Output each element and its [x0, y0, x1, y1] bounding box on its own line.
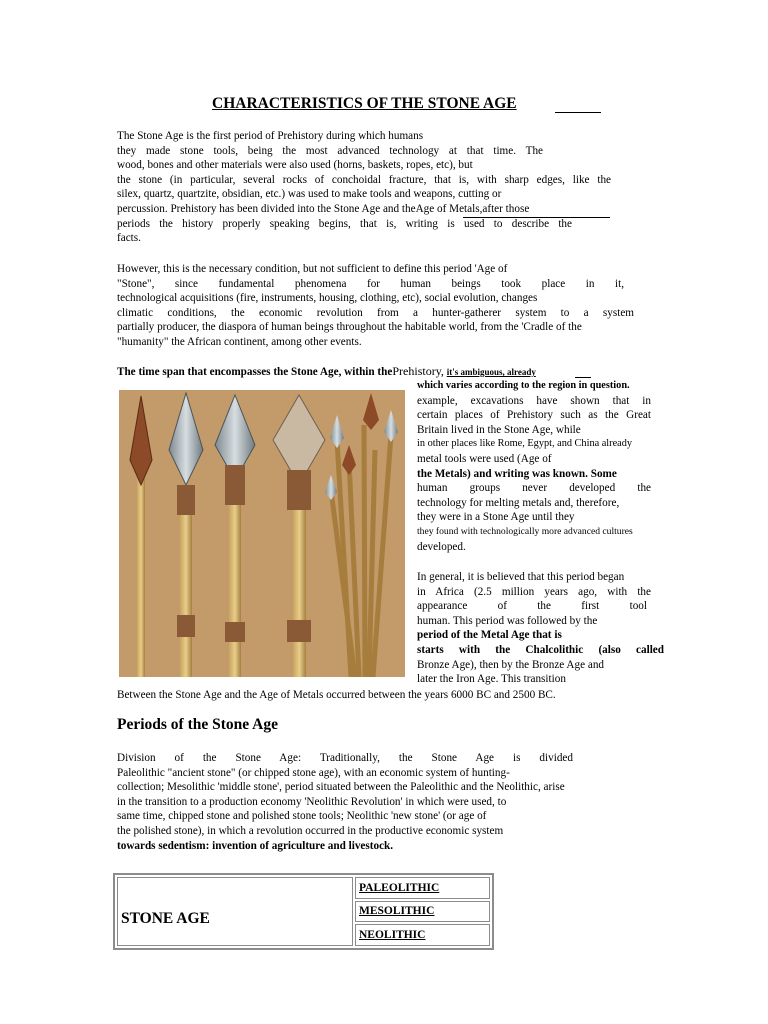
text-line: later the Iron Age. This transition — [417, 673, 566, 686]
side-column-2 — [417, 570, 675, 687]
stone-age-cell: STONE AGE — [117, 877, 353, 946]
title-underline-extension — [555, 112, 601, 113]
text-line: Paleolithic "ancient stone" (or chipped stone age), with an economic system of hunting- — [117, 766, 510, 779]
text-line: percussion. Prehistory has been divided into the Stone Age and theAge of Metals,after those — [117, 202, 530, 215]
period-neolithic: NEOLITHIC — [355, 924, 490, 946]
page-title: CHARACTERISTICS OF THE STONE AGE — [212, 95, 517, 112]
text-line: human. This period was followed by the — [417, 614, 598, 627]
text-line: Britain lived in the Stone Age, while — [417, 423, 581, 436]
text-line: silex, quartz, quartzite, obsidian, etc.) was used to make tools and weapons, cutting or — [117, 188, 502, 201]
side-column-1 — [417, 379, 675, 554]
text-line: partially producer, the diaspora of human beings throughout the habitable world, from the 'Cradle of the — [117, 321, 582, 334]
text-line: appearance of the first tool — [417, 600, 647, 613]
text-line: developed. — [417, 540, 466, 553]
text-line: in other places like Rome, Egypt, and China already — [417, 438, 633, 450]
text-line: starts with the Chalcolithic (also called — [417, 643, 664, 656]
text-line: the Metals) and writing was known. Some — [417, 467, 617, 480]
text-line: "Stone", since fundamental phenomena for human beings took place in it, — [117, 277, 624, 290]
text-line: facts. — [117, 232, 141, 245]
text-line: technological acquisitions (fire, instruments, housing, clothing, etc), social evolution, changes — [117, 292, 538, 305]
text-line: technology for melting metals and, therefore, — [417, 496, 620, 509]
text-line: they made stone tools, being the most advanced technology at that time. The — [117, 144, 543, 157]
stone-spears-image — [119, 390, 405, 677]
text-line: wood, bones and other materials were also used (horns, baskets, ropes, etc), but — [117, 159, 473, 172]
text-line: Division of the Stone Age: Traditionally, the Stone Age is divided — [117, 752, 573, 764]
period-mesolithic: MESOLITHIC — [355, 901, 490, 923]
text-line: in the transition to a production economy 'Neolithic Revolution' in which were used, to — [117, 795, 507, 808]
metals-underline — [463, 217, 610, 218]
text-line: which varies according to the region in question. — [417, 380, 630, 391]
text-line: collection; Mesolithic 'middle stone', period situated between the Paleolithic and the Neolithic, arise — [117, 781, 565, 794]
text-line: Bronze Age), then by the Bronze Age and — [417, 658, 605, 671]
stone-age-table — [113, 873, 494, 950]
text-line: period of the Metal Age that is — [417, 629, 562, 642]
condition-paragraph — [117, 262, 634, 350]
spears-illustration — [119, 390, 405, 677]
text-line: example, excavations have shown that in — [417, 394, 651, 407]
text-line: same time, chipped stone and polished stone tools; Neolithic 'new stone' (or age of — [117, 810, 487, 823]
timespan-small: it's ambiguous, already — [446, 367, 536, 377]
transition-line: Between the Stone Age and the Age of Metals occurred between the years 6000 BC and 2500 BC. — [117, 689, 556, 701]
text-line: However, this is the necessary condition, but not sufficient to define this period 'Age of — [117, 263, 508, 275]
timespan-underline-extension — [575, 377, 591, 378]
text-line: certain places of Prehistory such as the Great — [417, 409, 651, 422]
text-line: In general, it is believed that this period began — [417, 571, 625, 583]
division-paragraph — [117, 751, 627, 853]
text-line: metal tools were used (Age of — [417, 452, 552, 465]
section-heading: Periods of the Stone Age — [117, 716, 279, 733]
period-paleolithic: PALEOLITHIC — [355, 877, 490, 899]
intro-paragraph — [117, 129, 611, 246]
text-line: human groups never developed the — [417, 482, 651, 495]
text-line: "humanity" the African continent, among other events. — [117, 335, 362, 348]
timespan-bold: The time span that encompasses the Stone Age, within the — [117, 366, 393, 378]
text-line: they found with technologically more advanced cultures — [417, 525, 633, 537]
text-line: the stone (in particular, several rocks of conchoidal fracture, that is, with sharp edges, like the — [117, 173, 611, 186]
timespan-word: Prehistory, — [392, 364, 444, 378]
text-line: towards sedentism: invention of agriculture and livestock. — [117, 839, 394, 852]
timespan-line — [117, 364, 536, 379]
text-line: the polished stone), in which a revolution occurred in the productive economic system — [117, 824, 504, 837]
text-line: climatic conditions, the economic revolution from a hunter-gatherer system to a system — [117, 306, 634, 319]
text-line: they were in a Stone Age until they — [417, 511, 575, 524]
text-line: The Stone Age is the first period of Prehistory during which humans — [117, 130, 424, 142]
text-line: periods the history properly speaking begins, that is, writing is used to describe the — [117, 217, 572, 230]
text-line: in Africa (2.5 million years ago, with the — [417, 585, 651, 598]
